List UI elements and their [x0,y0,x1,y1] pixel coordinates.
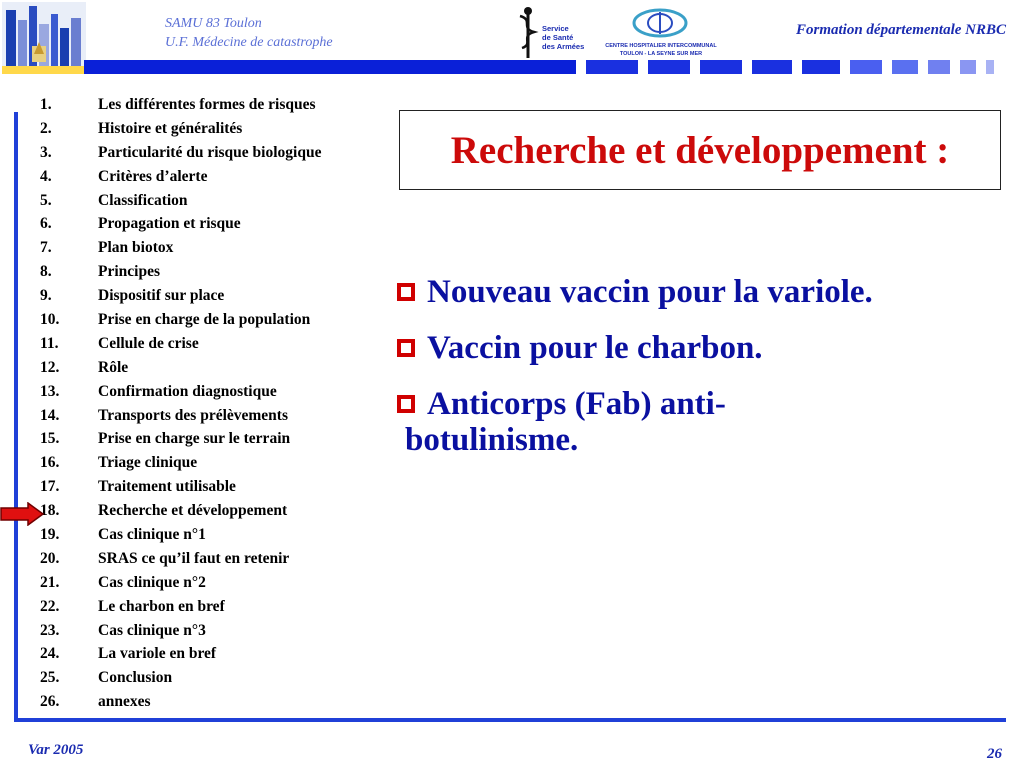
bullet-text: Nouveau vaccin pour la variole. [427,274,873,310]
logo-service-line-3: des Armées [542,42,585,51]
toc-item [40,571,321,595]
toc-item-number: 24. [40,645,60,663]
toc-item [40,547,321,571]
toc-item [40,451,321,475]
toc-item [40,380,321,404]
toc-item-label: La variole en bref [98,645,217,663]
organization-name [165,14,333,52]
left-frame-line [14,112,18,722]
toc-item-label: Cas clinique n°2 [98,573,206,591]
toc-item-label: annexes [98,693,151,711]
toc-item [40,475,321,499]
header-block [986,60,994,74]
square-bullet-icon [397,283,415,301]
toc-item-number: 9. [40,287,52,305]
toc-item-label: Propagation et risque [98,215,241,233]
header-block [850,60,882,74]
toc-item [40,212,321,236]
toc-item-number: 22. [40,597,60,615]
toc-item-number: 7. [40,239,52,257]
toc-item-number: 3. [40,143,52,161]
toc-item-number: 16. [40,454,60,472]
header-blocks [586,60,994,74]
toc-item-label: Les différentes formes de risques [98,96,316,113]
toc-item-number: 4. [40,167,52,185]
bullet-item [397,328,1017,368]
toc-item [40,690,321,714]
toc-item-number: 26. [40,693,60,711]
header-block [648,60,690,74]
toc-item-number: 19. [40,526,60,544]
toc-item-label: Plan biotox [98,239,174,257]
toc-item [40,642,321,666]
toc-item [40,93,321,117]
hospital-logo [600,6,722,60]
toc-item-label: Critères d’alerte [98,167,208,185]
logo-service-line-2: de Santé [542,33,574,42]
logo-service-line-1: Service [542,24,569,33]
service-sante-logo [516,6,590,60]
footer-left: Var 2005 [28,742,84,758]
toc-item-number: 23. [40,621,60,639]
caduceus-icon [516,6,540,60]
toc-item [40,165,321,189]
toc-item-label: Transports des prélèvements [98,406,288,424]
header-block [960,60,976,74]
toc-item-number: 17. [40,478,60,496]
toc-item [40,619,321,643]
toc-item [40,141,321,165]
header-bar [84,60,576,74]
city-skyline-logo [2,2,86,74]
slide-bullets [397,272,1017,476]
toc-item-label: Traitement utilisable [98,478,236,496]
table-of-contents [40,93,321,714]
toc-item-number: 1. [40,96,52,113]
toc-item-number: 13. [40,382,60,400]
logo-hospital-line-1: CENTRE HOSPITALIER INTERCOMMUNAL [605,43,717,49]
toc-item-label: SRAS ce qu’il faut en retenir [98,549,290,567]
toc-item [40,117,321,141]
toc-item-number: 21. [40,573,60,591]
toc-item [40,284,321,308]
toc-item [40,260,321,284]
current-item-arrow-icon [0,502,44,526]
toc-item-number: 6. [40,215,52,233]
bullet-text-continuation: botulinisme. [405,422,579,458]
toc-item [40,404,321,428]
bullet-item [397,384,1017,460]
toc-item-label: Histoire et généralités [98,119,243,137]
header-block [586,60,638,74]
toc-item [40,595,321,619]
toc-item [40,523,321,547]
toc-item [40,332,321,356]
square-bullet-icon [397,339,415,357]
toc-item-number: 25. [40,669,60,687]
bullet-text: Vaccin pour le charbon. [427,330,763,366]
toc-item-label: Cellule de crise [98,334,199,352]
header-block [802,60,840,74]
toc-item-label: Confirmation diagnostique [98,382,277,400]
toc-item-number: 14. [40,406,60,424]
toc-item-number: 15. [40,430,60,448]
toc-item-label: Dispositif sur place [98,287,225,305]
toc-item-number: 20. [40,549,60,567]
toc-item-number: 5. [40,191,52,209]
organization-line-1: SAMU 83 Toulon [165,16,262,31]
toc-item-number: 12. [40,358,60,376]
toc-item-number: 8. [40,263,52,281]
toc-item-number: 10. [40,311,60,329]
header-title: Formation départementale NRBC [795,22,1006,38]
toc-item-label: Conclusion [98,669,173,687]
bullet-item [397,272,1017,312]
toc-item [40,499,321,523]
header-block [752,60,792,74]
slide-title: Recherche et développement : [450,128,950,172]
toc-item-label: Particularité du risque biologique [98,143,322,161]
toc-item [40,356,321,380]
slide-title-box [399,110,1001,190]
header-block [892,60,918,74]
bullet-text: Anticorps (Fab) anti- [427,386,726,422]
header-block [700,60,742,74]
hospital-emblem-icon [630,8,690,38]
page-number: 26 [987,746,1002,762]
square-bullet-icon [397,395,415,413]
toc-item [40,189,321,213]
toc-item-label: Principes [98,263,160,281]
toc-item [40,236,321,260]
toc-item-label: Cas clinique n°1 [98,526,206,544]
toc-item-label: Recherche et développement [98,502,288,520]
toc-item-label: Prise en charge sur le terrain [98,430,291,448]
logo-hospital-line-2: TOULON - LA SEYNE SUR MER [619,51,703,57]
toc-item-number: 18. [40,502,60,520]
toc-item [40,427,321,451]
toc-item-label: Le charbon en bref [98,597,225,615]
toc-item-label: Classification [98,191,188,209]
toc-item [40,666,321,690]
toc-item-label: Triage clinique [98,454,198,472]
toc-item-label: Prise en charge de la population [98,311,311,329]
organization-line-2: U.F. Médecine de catastrophe [165,35,333,50]
toc-item-label: Cas clinique n°3 [98,621,206,639]
header-block [928,60,950,74]
bottom-frame-line [14,718,1006,722]
toc-item-number: 11. [40,334,59,352]
toc-item [40,308,321,332]
toc-item-label: Rôle [98,358,129,376]
toc-item-number: 2. [40,119,52,137]
